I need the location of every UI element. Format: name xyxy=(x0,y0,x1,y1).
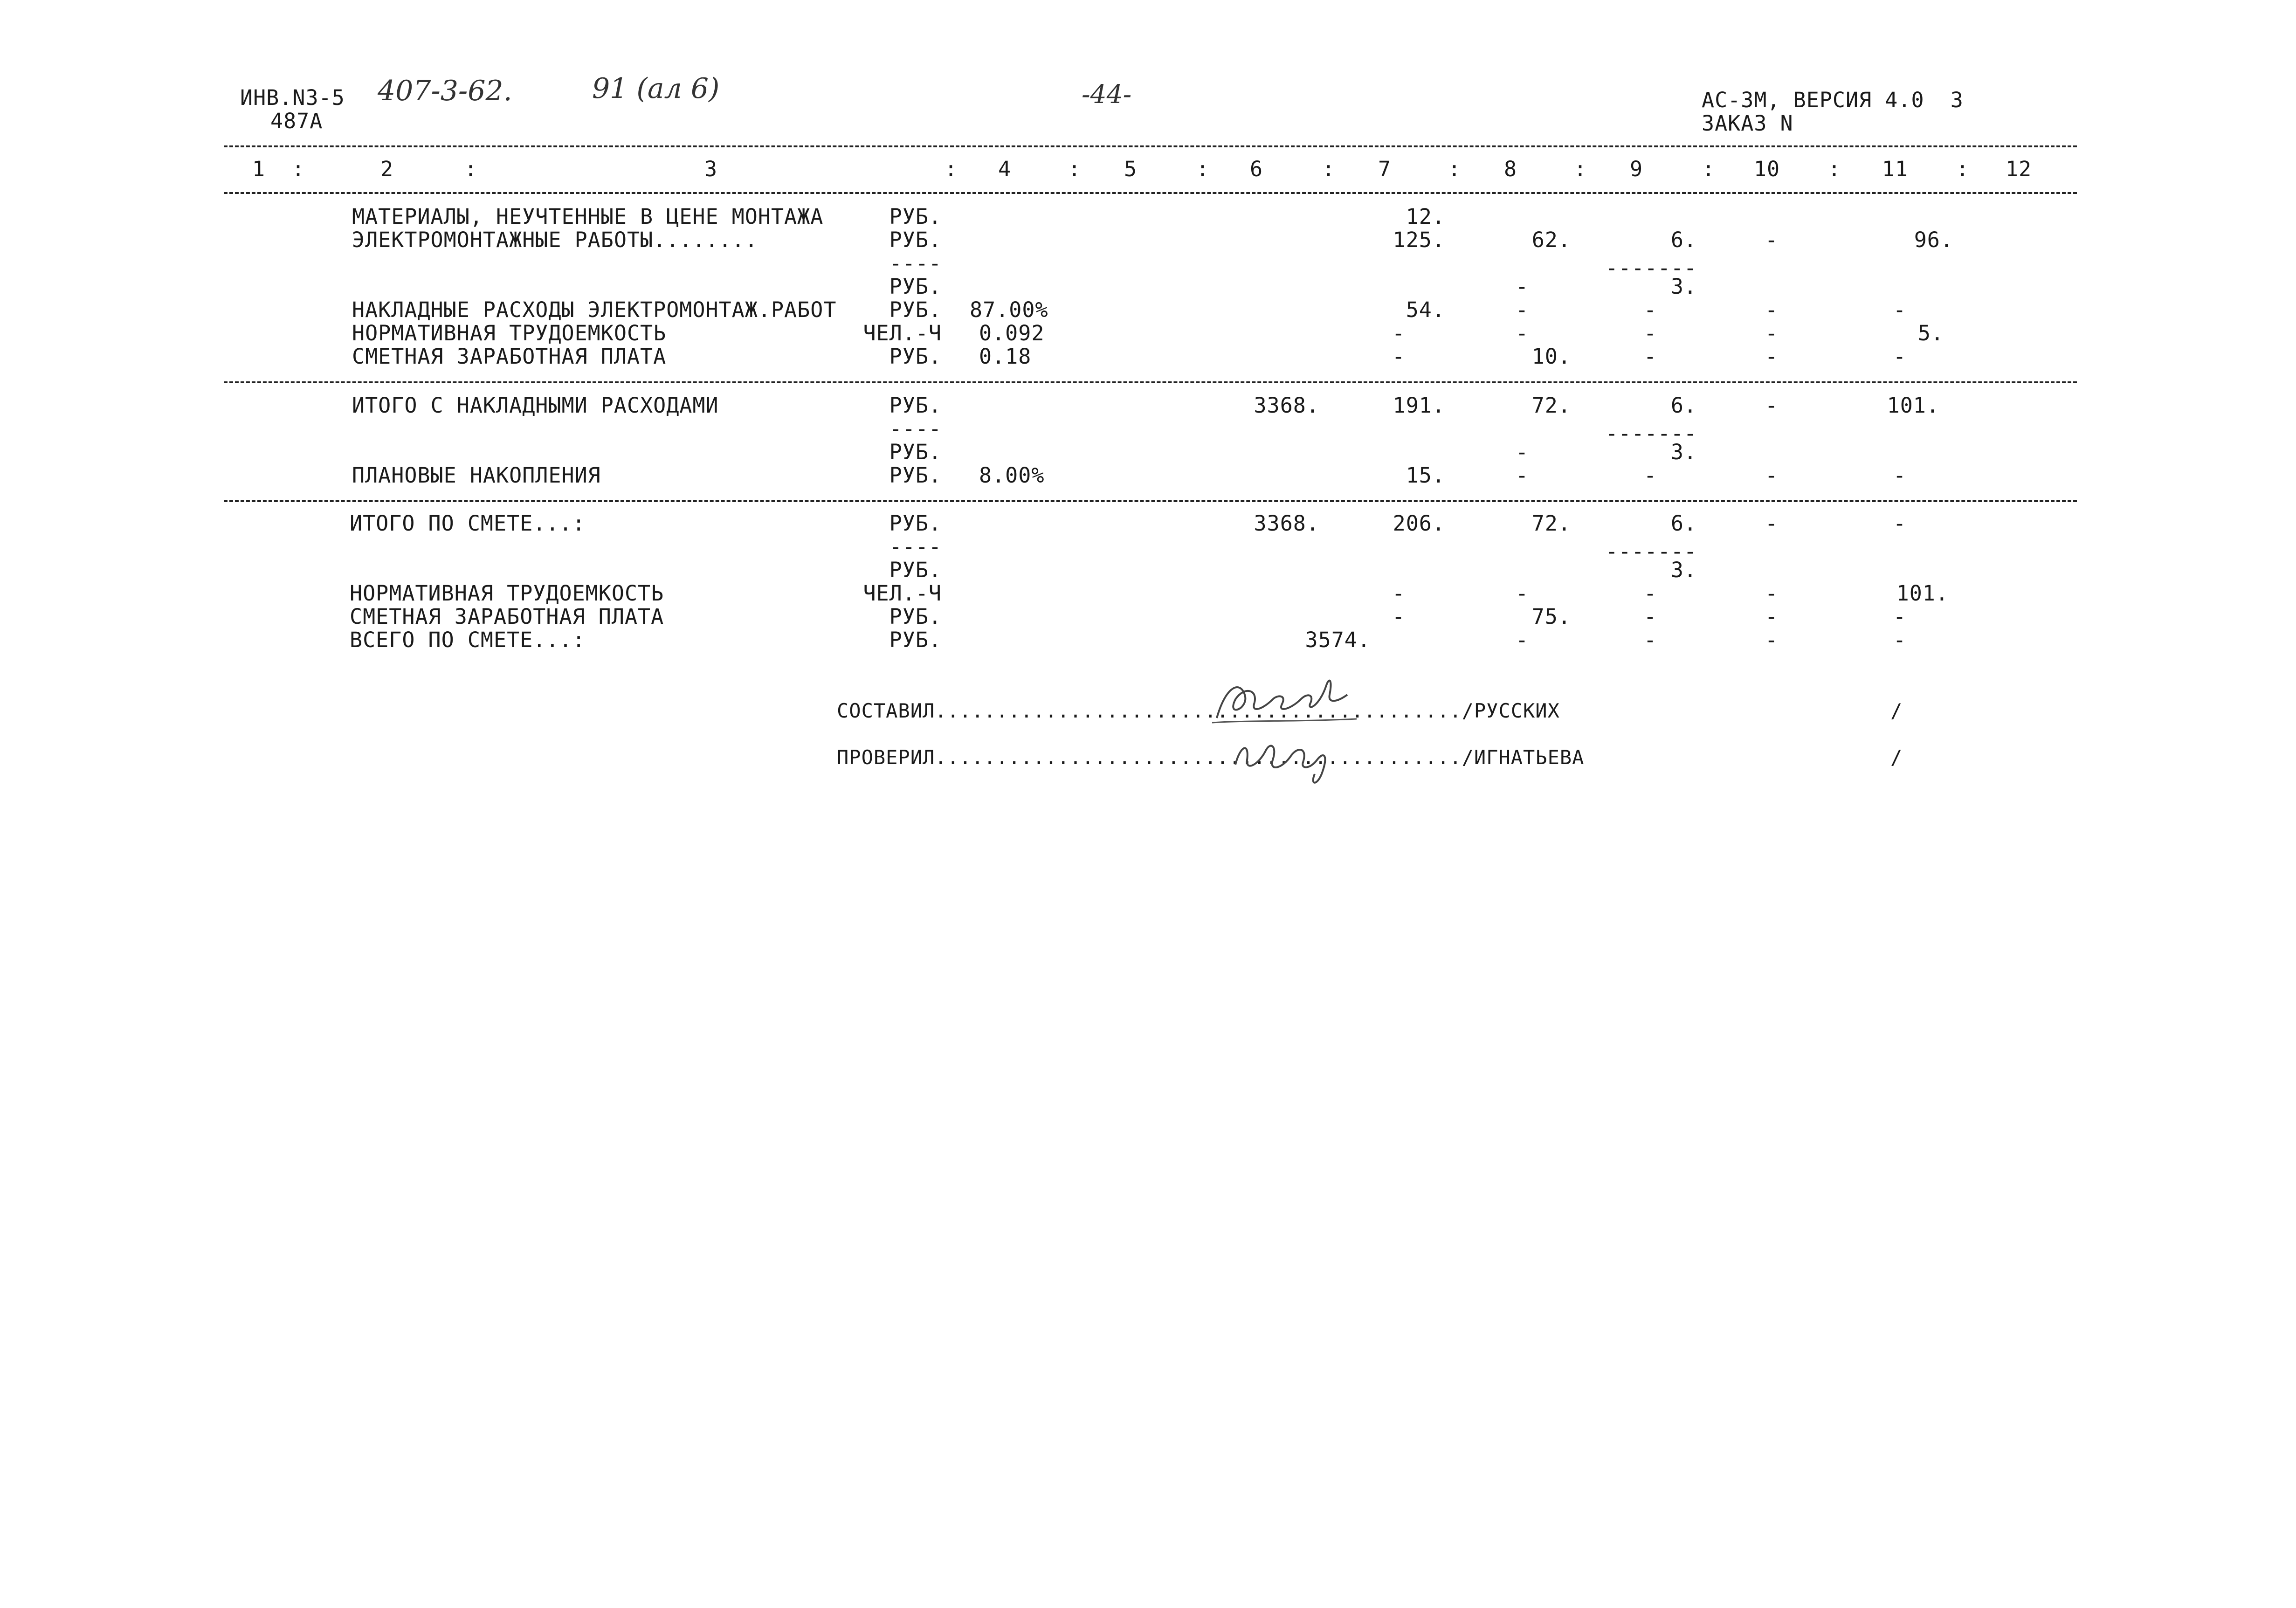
divider-line xyxy=(224,381,2077,383)
column-separator: : xyxy=(464,157,478,181)
row-label: НОРМАТИВНАЯ ТРУДОЕМКОСТЬ xyxy=(352,321,667,345)
unit-cell: РУБ. xyxy=(889,440,942,464)
unit-cell: РУБ. xyxy=(889,463,942,488)
value-cell: 75. xyxy=(1531,604,1571,629)
divider-line xyxy=(224,192,2077,194)
value-cell: - xyxy=(1893,604,1907,629)
value-cell: 3. xyxy=(1670,274,1697,299)
value-cell: - xyxy=(1392,604,1406,629)
value-cell: 3. xyxy=(1670,440,1697,464)
value-cell: 96. xyxy=(1914,228,1953,252)
row-label: НОРМАТИВНАЯ ТРУДОЕМКОСТЬ xyxy=(350,581,664,606)
unit-cell: РУБ. xyxy=(889,228,942,252)
checked-by-line: ПРОВЕРИЛ.........................................../ИГНАТЬЕВА xyxy=(837,746,1585,769)
value-cell: - xyxy=(1893,297,1907,322)
unit-cell: РУБ. xyxy=(889,604,942,629)
column-header: 6 xyxy=(1249,157,1263,181)
value-cell: - xyxy=(1392,344,1406,369)
subtotal-dashes: ------- xyxy=(1605,421,1697,446)
value-cell: - xyxy=(1643,463,1657,488)
row-label: ЭЛЕКТРОМОНТАЖНЫЕ РАБОТЫ........ xyxy=(352,228,758,252)
row-label: ИТОГО С НАКЛАДНЫМИ РАСХОДАМИ xyxy=(352,393,719,418)
subtotal-dashes: ---- xyxy=(889,416,942,441)
value-cell: 6. xyxy=(1670,511,1697,536)
value-cell: 87.00% xyxy=(970,297,1048,322)
column-header: 8 xyxy=(1503,157,1517,181)
inventory-sub-number: 487А xyxy=(270,109,323,133)
column-header: 7 xyxy=(1378,157,1392,181)
value-cell: 3368. xyxy=(1254,511,1319,536)
page-number: -44- xyxy=(1082,79,1132,109)
column-header: 4 xyxy=(998,157,1012,181)
value-cell: 191. xyxy=(1393,393,1445,418)
value-cell: - xyxy=(1515,628,1529,652)
value-cell: - xyxy=(1765,511,1779,536)
value-cell: - xyxy=(1893,344,1907,369)
column-separator: : xyxy=(1322,157,1336,181)
value-cell: 62. xyxy=(1531,228,1571,252)
value-cell: - xyxy=(1515,274,1529,299)
column-header: 3 xyxy=(704,157,718,181)
value-cell: - xyxy=(1893,511,1907,536)
unit-cell: РУБ. xyxy=(889,393,942,418)
value-cell: - xyxy=(1893,463,1907,488)
handwritten-signature-checker xyxy=(1221,727,1361,788)
value-cell: - xyxy=(1765,581,1779,606)
unit-cell: ЧЕЛ.-Ч xyxy=(863,581,942,606)
unit-cell: РУБ. xyxy=(889,558,942,582)
row-label: ПЛАНОВЫЕ НАКОПЛЕНИЯ xyxy=(352,463,601,488)
value-cell: - xyxy=(1392,321,1406,345)
column-separator: : xyxy=(1956,157,1970,181)
composed-by-line: СОСТАВИЛ.........................................../РУССКИХ xyxy=(837,699,1560,722)
value-cell: - xyxy=(1765,604,1779,629)
value-cell: - xyxy=(1765,628,1779,652)
value-cell: 72. xyxy=(1531,511,1571,536)
value-cell: - xyxy=(1515,463,1529,488)
handwritten-note: 91 (ал 6) xyxy=(592,72,720,105)
handwritten-signature-composer xyxy=(1207,667,1366,732)
divider-line xyxy=(224,500,2077,502)
checked-slash: / xyxy=(1890,746,1903,769)
column-header: 11 xyxy=(1882,157,1909,181)
unit-cell: РУБ. xyxy=(889,511,942,536)
row-label: ИТОГО ПО СМЕТЕ...: xyxy=(350,511,586,536)
column-separator: : xyxy=(1068,157,1082,181)
row-label: СМЕТНАЯ ЗАРАБОТНАЯ ПЛАТА xyxy=(350,604,664,629)
unit-cell: РУБ. xyxy=(889,204,942,229)
column-separator: : xyxy=(1196,157,1210,181)
order-number: ЗАКАЗ N xyxy=(1702,111,1793,136)
value-cell: 54. xyxy=(1406,297,1445,322)
subtotal-dashes: ---- xyxy=(889,534,942,559)
value-cell: 101. xyxy=(1896,581,1949,606)
value-cell: - xyxy=(1765,393,1779,418)
column-separator: : xyxy=(1702,157,1716,181)
value-cell: - xyxy=(1643,321,1657,345)
value-cell: 5. xyxy=(1917,321,1944,345)
value-cell: 206. xyxy=(1393,511,1445,536)
column-header: 9 xyxy=(1629,157,1643,181)
unit-cell: РУБ. xyxy=(889,628,942,652)
value-cell: 72. xyxy=(1531,393,1571,418)
value-cell: - xyxy=(1392,581,1406,606)
value-cell: 8.00% xyxy=(979,463,1045,488)
subtotal-dashes: ------- xyxy=(1605,255,1697,280)
row-label: ВСЕГО ПО СМЕТЕ...: xyxy=(350,628,586,652)
value-cell: - xyxy=(1643,344,1657,369)
unit-cell: ЧЕЛ.-Ч xyxy=(863,321,942,345)
column-separator: : xyxy=(1827,157,1841,181)
column-header: 10 xyxy=(1753,157,1780,181)
column-separator: : xyxy=(291,157,305,181)
value-cell: - xyxy=(1515,440,1529,464)
value-cell: - xyxy=(1515,581,1529,606)
subtotal-dashes: ------- xyxy=(1605,539,1697,564)
divider-line xyxy=(224,145,2077,147)
value-cell: - xyxy=(1643,297,1657,322)
column-header: 1 xyxy=(252,157,266,181)
unit-cell: РУБ. xyxy=(889,274,942,299)
value-cell: - xyxy=(1765,344,1779,369)
value-cell: 15. xyxy=(1406,463,1445,488)
value-cell: - xyxy=(1643,581,1657,606)
value-cell: 6. xyxy=(1670,228,1697,252)
value-cell: - xyxy=(1893,628,1907,652)
unit-cell: РУБ. xyxy=(889,297,942,322)
composed-slash: / xyxy=(1890,699,1903,722)
value-cell: - xyxy=(1515,321,1529,345)
value-cell: - xyxy=(1765,297,1779,322)
grand-total-value: 3574. xyxy=(1305,628,1371,652)
value-cell: - xyxy=(1643,628,1657,652)
subtotal-dashes: ---- xyxy=(889,251,942,276)
inventory-number: ИНВ.N3-5 xyxy=(240,85,345,110)
unit-cell: РУБ. xyxy=(889,344,942,369)
column-separator: : xyxy=(1448,157,1462,181)
value-cell: - xyxy=(1765,321,1779,345)
column-header: 12 xyxy=(2005,157,2032,181)
value-cell: 3. xyxy=(1670,558,1697,582)
value-cell: - xyxy=(1765,228,1779,252)
value-cell: 12. xyxy=(1406,204,1445,229)
value-cell: 3368. xyxy=(1254,393,1319,418)
program-version: АС-3М, ВЕРСИЯ 4.0 3 xyxy=(1702,88,1964,112)
value-cell: 6. xyxy=(1670,393,1697,418)
value-cell: 0.092 xyxy=(979,321,1045,345)
row-label: МАТЕРИАЛЫ, НЕУЧТЕННЫЕ В ЦЕНЕ МОНТАЖА xyxy=(352,204,824,229)
value-cell: 101. xyxy=(1887,393,1939,418)
value-cell: - xyxy=(1765,463,1779,488)
row-label: СМЕТНАЯ ЗАРАБОТНАЯ ПЛАТА xyxy=(352,344,667,369)
value-cell: 10. xyxy=(1531,344,1571,369)
value-cell: 0.18 xyxy=(979,344,1032,369)
row-label: НАКЛАДНЫЕ РАСХОДЫ ЭЛЕКТРОМОНТАЖ.РАБОТ xyxy=(352,297,837,322)
value-cell: - xyxy=(1515,297,1529,322)
column-separator: : xyxy=(1573,157,1587,181)
column-header: 5 xyxy=(1124,157,1138,181)
value-cell: 125. xyxy=(1393,228,1445,252)
handwritten-project-code: 407-3-62. xyxy=(378,75,512,107)
value-cell: - xyxy=(1643,604,1657,629)
column-separator: : xyxy=(944,157,958,181)
column-header: 2 xyxy=(380,157,394,181)
